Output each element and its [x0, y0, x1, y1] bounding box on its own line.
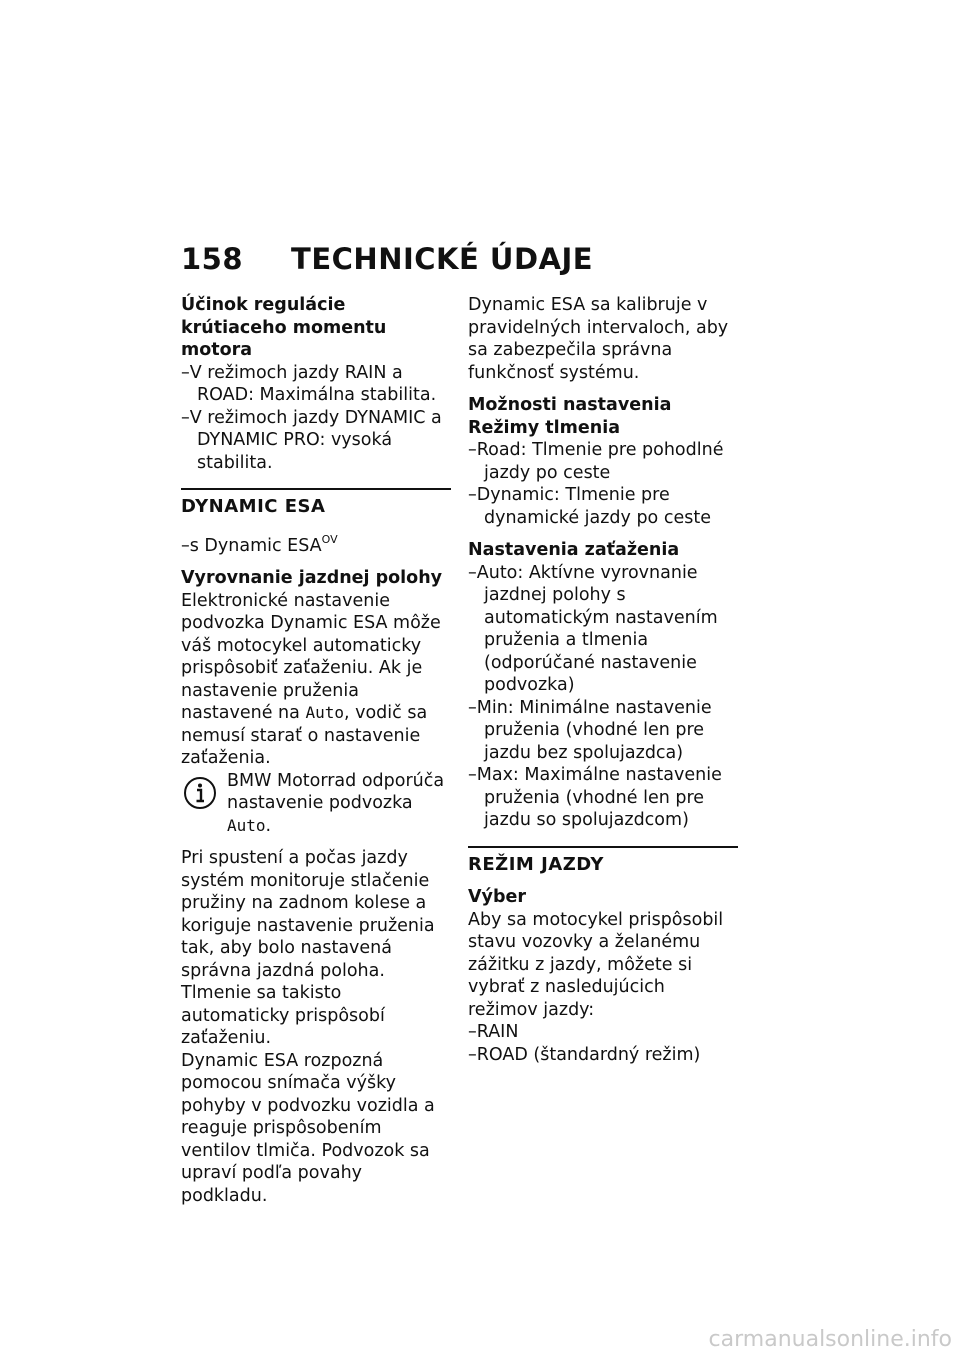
load-item-max: –Max: Maximálne nastavenie pruženia (vhodné len pre jazdu so spolujazdcom) [468, 765, 722, 830]
info-icon [183, 776, 217, 810]
page-number: 158 [181, 242, 244, 276]
damping-item-road: –Road: Tlmenie pre pohodlné jazdy po ceste [468, 440, 724, 483]
dynamic-esa-heading: DYNAMIC ESA [181, 488, 451, 519]
leveling-paragraph: Elektronické nastavenie podvozka Dynamic ESA môže váš motocykel automaticky prispôsobiť zaťaženiu. Ak je nastavenie pruženia nastavené na Auto, vodič sa nemusí starať o nastavenie zaťaženia. [181, 590, 441, 768]
watermark: carmanualsonline.info [708, 1327, 952, 1352]
left-column [181, 294, 451, 1207]
load-item-auto: –Auto: Aktívne vyrovnanie jazdnej polohy s automatickým nastavením pruženia a tlmenia (odporúčané nastavenie podvozka) [468, 562, 718, 695]
mode-item-road: –ROAD (štandardný režim) [468, 1044, 701, 1065]
load-title: Nastavenia zaťaženia [468, 540, 680, 560]
torque-section-title: Účinok regulácie krútiaceho momentu motora [181, 295, 387, 360]
info-auto-code: Auto [227, 815, 266, 835]
riding-mode-heading: REŽIM JAZDY [468, 846, 738, 877]
auto-code: Auto [305, 703, 344, 722]
info-note: BMW Motorrad odporúča nastavenie podvozka Auto. [181, 770, 451, 838]
torque-item-dynamic: –V režimoch jazdy DYNAMIC a DYNAMIC PRO: vysoká stabilita. [181, 407, 442, 473]
info-text: BMW Motorrad odporúča nastavenie podvozka [227, 770, 445, 813]
mode-item-rain: –RAIN [468, 1022, 519, 1042]
option-superscript: OV [321, 532, 338, 546]
torque-item-rain-road: –V režimoch jazdy RAIN a ROAD: Maximálna stabilita. [181, 362, 437, 405]
esa-option-item: –s Dynamic $ESA^{OV}$ [181, 532, 338, 556]
damping-title: Režimy tlmenia [468, 417, 620, 438]
damping-item-dynamic: –Dynamic: Tlmenie pre dynamické jazdy po ceste [468, 485, 711, 528]
sensor-paragraph: Dynamic ESA rozpozná pomocou snímača výšky pohyby v podvozku vozidla a reaguje prispôsobením ventilov tlmiča. Podvozok sa upraví podľa povahy podkladu. [181, 1050, 435, 1206]
selection-paragraph: Aby sa motocykel prispôsobil stavu vozovky a želanému zážitku z jazdy, môžete si vybrať z nasledujúcich režimov jazdy: [468, 909, 724, 1020]
load-item-min: –Min: Minimálne nastavenie pruženia (vhodné len pre jazdu bez spolujazdca) [468, 697, 712, 763]
leveling-title: Vyrovnanie jazdnej polohy [181, 568, 443, 588]
monitoring-paragraph: Pri spustení a počas jazdy systém monitoruje stlačenie pružiny na zadnom kolese a koriguje nastavenie pruženia tak, aby bolo nastavená správna jazdná poloha. Tlmenie sa takisto automaticky prispôsobí zaťaženiu. [181, 848, 435, 1048]
options-title: Možnosti nastavenia [468, 395, 672, 415]
right-column [468, 294, 738, 1066]
page-header [181, 242, 593, 276]
selection-title: Výber [468, 887, 526, 907]
calibration-paragraph: Dynamic ESA sa kalibruje v pravidelných intervaloch, aby sa zabezpečila správna funkčnosť systému. [468, 295, 729, 383]
page-title: TECHNICKÉ ÚDAJE [291, 242, 594, 276]
